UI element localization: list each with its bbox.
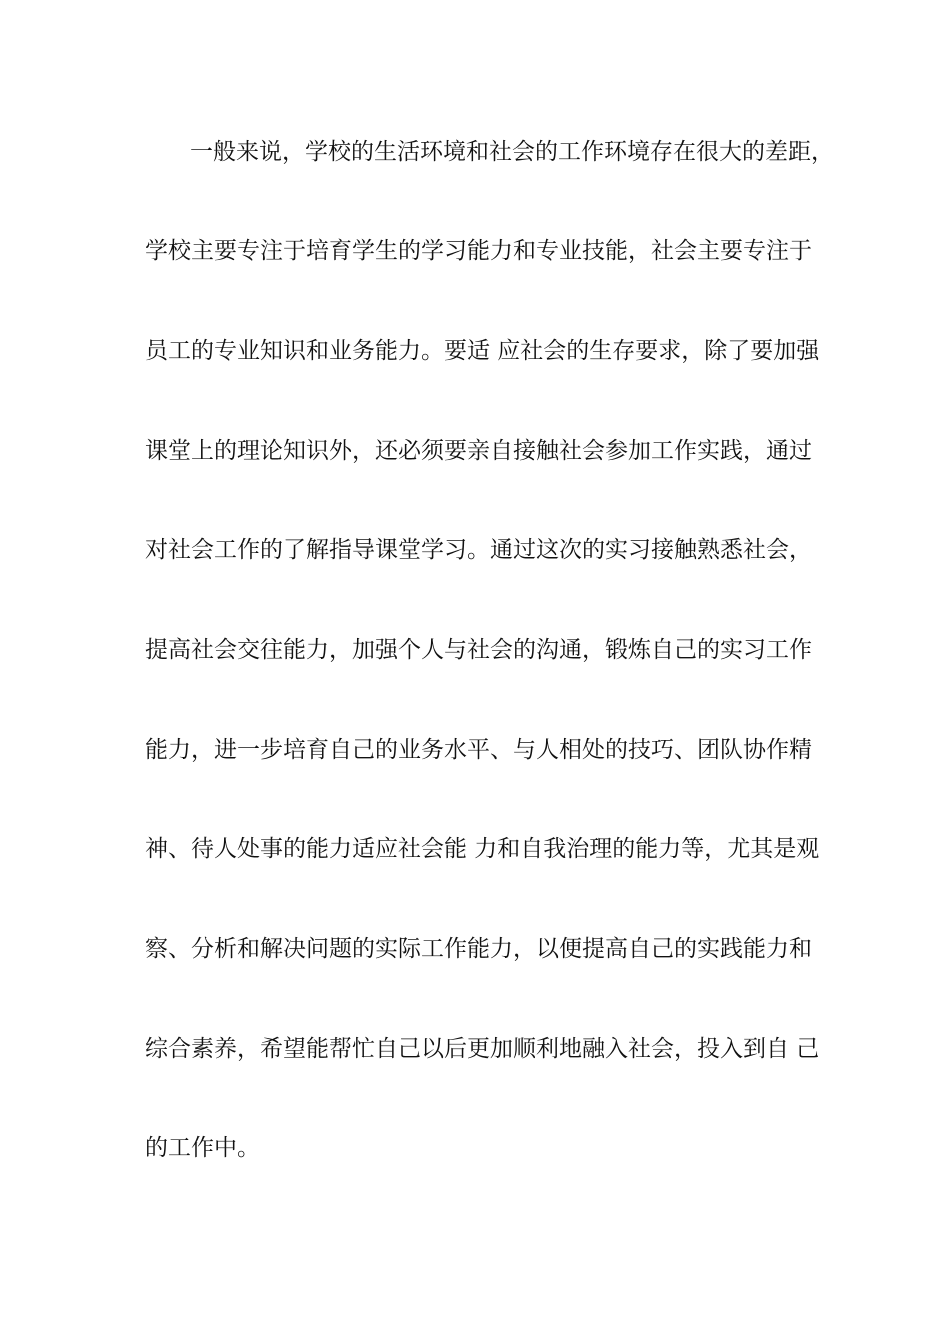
paragraph-line-8: 神、待人处事的能力适应社会能 力和自我治理的能力等，尤其是观 bbox=[145, 836, 820, 862]
paragraph-line-9: 察、分析和解决问题的实际工作能力，以便提高自己的实践能力和 bbox=[145, 936, 812, 962]
paragraph-line-11: 的工作中。 bbox=[145, 1135, 260, 1161]
paragraph-line-1: 一般来说，学校的生活环境和社会的工作环境存在很大的差距， bbox=[190, 139, 834, 165]
paragraph-line-10: 综合素养，希望能帮忙自己以后更加顺利地融入社会，投入到自 己 bbox=[145, 1036, 820, 1062]
paragraph-line-7: 能力，进一步培育自己的业务水平、与人相处的技巧、团队协作精 bbox=[145, 737, 812, 763]
paragraph-line-2: 学校主要专注于培育学生的学习能力和专业技能，社会主要专注于 bbox=[145, 238, 812, 264]
paragraph-line-5: 对社会工作的了解指导课堂学习。通过这次的实习接触熟悉社会， bbox=[145, 537, 812, 563]
paragraph-line-3: 员工的专业知识和业务能力。要适 应社会的生存要求，除了要加强 bbox=[145, 338, 820, 364]
paragraph-line-6: 提高社会交往能力，加强个人与社会的沟通，锻炼自己的实习工作 bbox=[145, 637, 812, 663]
paragraph-line-4: 课堂上的理论知识外，还必须要亲自接触社会参加工作实践，通过 bbox=[145, 438, 812, 464]
